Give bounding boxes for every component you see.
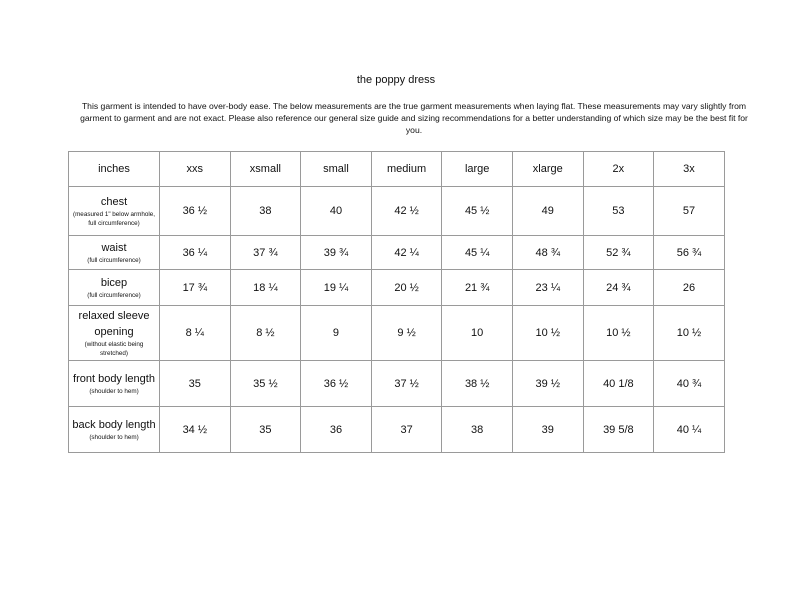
- table-cell: 35 ½: [230, 361, 301, 407]
- row-label: chest: [100, 196, 128, 208]
- table-cell: 8 ¼: [160, 306, 231, 361]
- header-row: [69, 152, 725, 187]
- table-cell: 39 5/8: [583, 407, 654, 453]
- table-cell: 56 ¾: [654, 236, 725, 270]
- table-cell: 36: [301, 407, 372, 453]
- table-cell: 23 ¼: [512, 270, 583, 306]
- header-size: small: [301, 152, 372, 187]
- table-cell: 19 ¼: [301, 270, 372, 306]
- row-note: (without elastic being stretched): [84, 341, 144, 357]
- row-label: back body length: [72, 419, 156, 431]
- header-size: 2x: [583, 152, 654, 187]
- table-cell: 17 ¾: [160, 270, 231, 306]
- table-cell: 37 ½: [371, 361, 442, 407]
- table-cell: 24 ¾: [583, 270, 654, 306]
- table-cell: 40 ¾: [654, 361, 725, 407]
- page-title: the poppy dress: [356, 74, 436, 86]
- header-size: 3x: [654, 152, 725, 187]
- row-label: bicep: [100, 277, 128, 289]
- row-note: (measured 1" below armhole, full circumference): [72, 211, 156, 227]
- header-units: inches: [69, 152, 160, 187]
- header-size: medium: [371, 152, 442, 187]
- table-cell: 52 ¾: [583, 236, 654, 270]
- table-cell: 53: [583, 187, 654, 236]
- table-cell: 18 ¼: [230, 270, 301, 306]
- row-label-cell: [69, 361, 160, 407]
- table-cell: 35: [230, 407, 301, 453]
- table-cell: 40 ¼: [654, 407, 725, 453]
- header-size: large: [442, 152, 513, 187]
- table-cell: 21 ¾: [442, 270, 513, 306]
- table-cell: 39 ½: [512, 361, 583, 407]
- row-note: (full circumference): [87, 257, 141, 264]
- row-label-cell: [69, 306, 160, 361]
- row-label: waist: [101, 242, 127, 254]
- table-cell: 9: [301, 306, 372, 361]
- table-cell: 36 ¼: [160, 236, 231, 270]
- table-cell: 38: [442, 407, 513, 453]
- table-cell: 34 ½: [160, 407, 231, 453]
- table-row: [69, 407, 725, 453]
- table-cell: 39 ¾: [301, 236, 372, 270]
- table-cell: 10: [442, 306, 513, 361]
- row-note: (shoulder to hem): [89, 434, 139, 441]
- table-cell: 37 ¾: [230, 236, 301, 270]
- table-cell: 38: [230, 187, 301, 236]
- table-cell: 42 ½: [371, 187, 442, 236]
- table-cell: 35: [160, 361, 231, 407]
- table-cell: 20 ½: [371, 270, 442, 306]
- row-label-cell: [69, 236, 160, 270]
- table-cell: 48 ¾: [512, 236, 583, 270]
- row-label-cell: [69, 187, 160, 236]
- table-cell: 36 ½: [160, 187, 231, 236]
- row-label-cell: [69, 270, 160, 306]
- intro-paragraph: This garment is intended to have over-body ease. The below measurements are the true garment measurements when laying flat. These measurements may vary slightly from garment to garment and are not exact. Please also reference our general size guide and sizing recommendations for a better understanding of which size may be the best fit for you.: [80, 101, 748, 136]
- table-cell: 37: [371, 407, 442, 453]
- table-cell: 45 ½: [442, 187, 513, 236]
- header-size: xlarge: [512, 152, 583, 187]
- table-cell: 8 ½: [230, 306, 301, 361]
- row-note: (full circumference): [87, 292, 141, 299]
- table-cell: 40 1/8: [583, 361, 654, 407]
- table-cell: 38 ½: [442, 361, 513, 407]
- row-label-cell: [69, 407, 160, 453]
- size-chart-table: [68, 151, 725, 453]
- table-row: [69, 187, 725, 236]
- table-cell: 45 ¼: [442, 236, 513, 270]
- row-label: front body length: [73, 373, 155, 385]
- row-note: (shoulder to hem): [89, 388, 139, 395]
- table-row: [69, 236, 725, 270]
- header-size: xxs: [160, 152, 231, 187]
- table-row: [69, 270, 725, 306]
- table-cell: 42 ¼: [371, 236, 442, 270]
- table-row: [69, 306, 725, 361]
- table-cell: 57: [654, 187, 725, 236]
- table-cell: 40: [301, 187, 372, 236]
- table-cell: 36 ½: [301, 361, 372, 407]
- table-cell: 26: [654, 270, 725, 306]
- row-label: relaxed sleeve opening: [78, 310, 150, 338]
- table-cell: 49: [512, 187, 583, 236]
- table-cell: 10 ½: [583, 306, 654, 361]
- table-cell: 9 ½: [371, 306, 442, 361]
- table-row: [69, 361, 725, 407]
- header-size: xsmall: [230, 152, 301, 187]
- table-cell: 39: [512, 407, 583, 453]
- table-cell: 10 ½: [654, 306, 725, 361]
- table-cell: 10 ½: [512, 306, 583, 361]
